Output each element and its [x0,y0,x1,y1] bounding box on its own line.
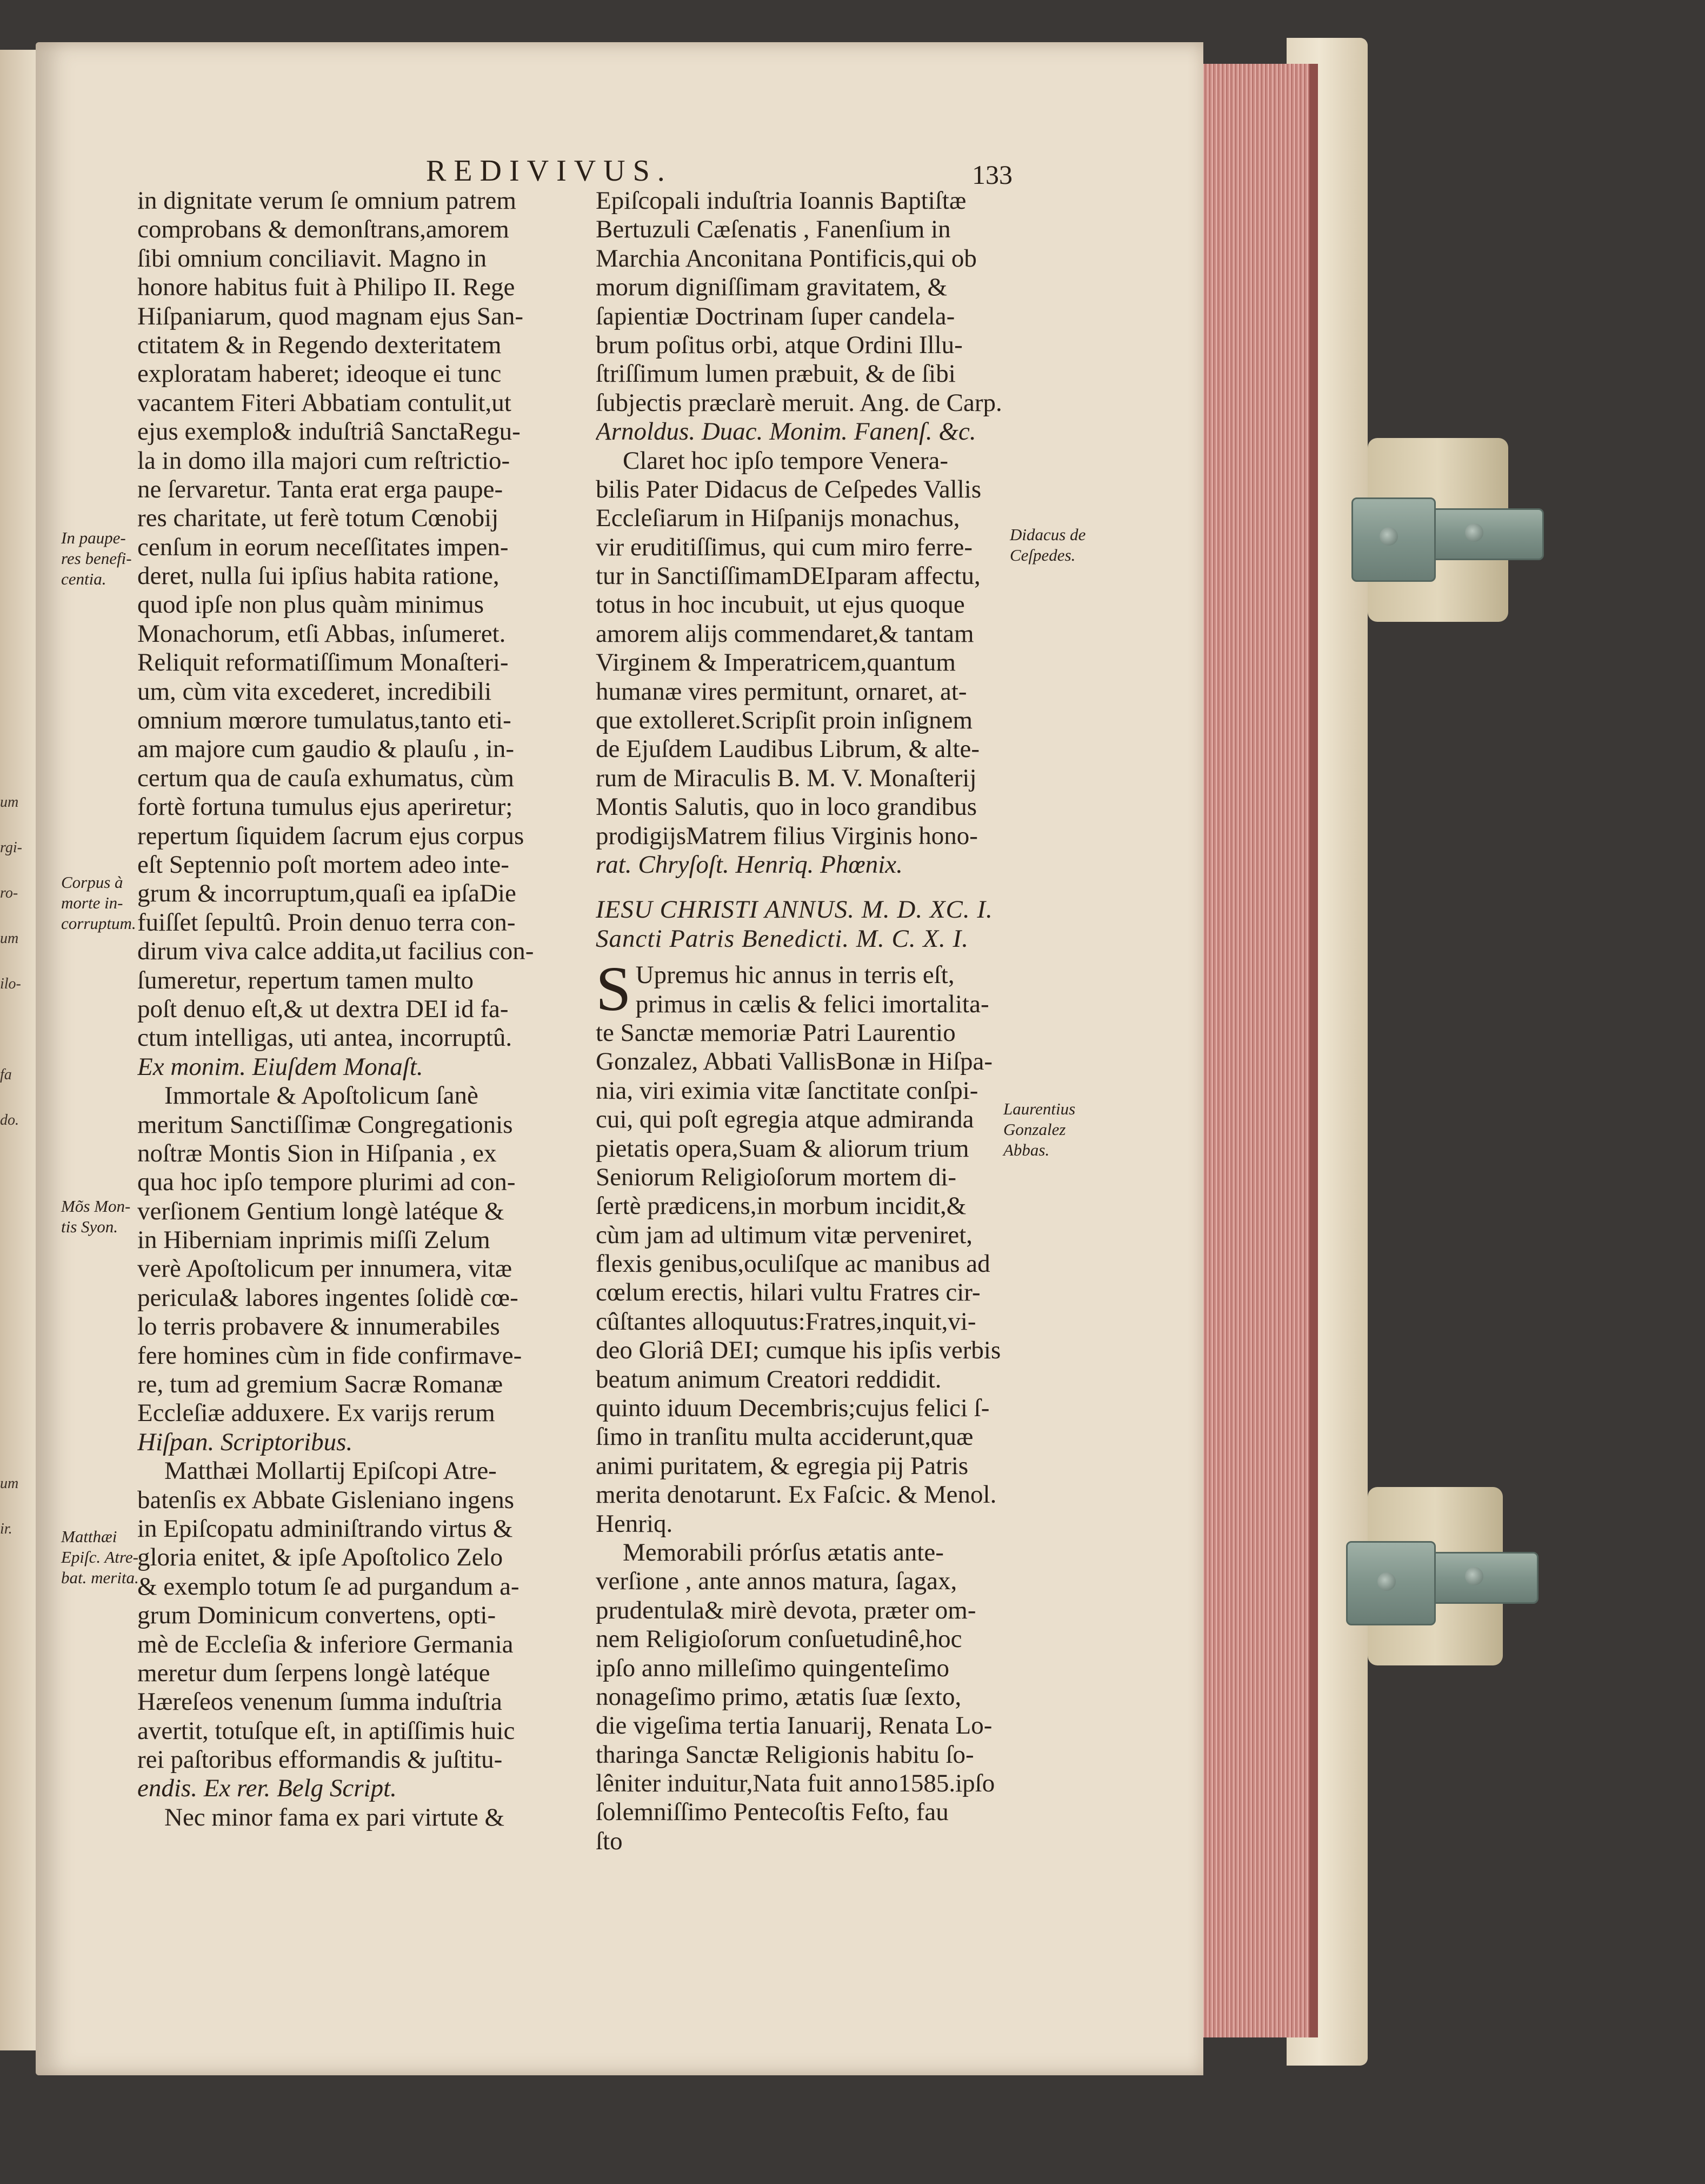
margin-note-laurentius: Laurentius Gonzalez Abbas. [1003,1099,1076,1159]
text-line: ſto [596,1827,623,1855]
text-line: de Ejuſdem Laudibus Librum, & alte- [596,735,980,764]
left-page-fragment [0,1416,36,1461]
text-line: omnium mœrore tumulatus,tanto eti- [137,706,511,735]
text-line: cûſtantes alloquutus:Fratres,inquit,vi- [596,1307,976,1336]
text-line: totus in hoc incubuit, ut ejus quoque [596,590,965,619]
text-line: qua hoc ipſo tempore plurimi ad con- [137,1168,516,1197]
left-text-column [137,187,597,1832]
text-line: ſapientiæ Doctrinam ſuper candela- [596,302,955,330]
margin-note-matthaei: Matthæi Epiſc. Atre- bat. merita. [61,1527,139,1587]
text-line: cenſum in eorum neceſſitates impen- [137,533,509,561]
text-line: Ex monim. Eiuſdem Monaſt. [137,1052,423,1081]
text-line: in dignitate verum ſe omnium patrem [137,187,516,215]
text-line: res charitate, ut ferè totum Cœnobij [137,504,499,533]
text-line: exploratam haberet; ideoque ei tunc [137,360,502,388]
margin-note-mons-sion: Mõs Mon- tis Syon. [61,1197,131,1236]
left-page-fragment: um [0,1475,19,1492]
left-page-fragment: do. [0,1112,19,1128]
text-line: Hæreſeos venenum ſumma induſtria [137,1688,502,1716]
text-line: tharinga Sanctæ Religionis habitu ſo- [596,1740,974,1769]
text-line: ſibi omnium conciliavit. Magno in [137,244,487,273]
text-line: prodigijsMatrem filius Virginis hono- [596,821,978,850]
text-line: quinto iduum Decembris;cujus felici ſ- [596,1394,990,1423]
text-line: fortè fortuna tumulus ejus aperiretur; [137,793,513,821]
text-line: Sancti Patris Benedicti. M. C. X. I. [596,924,969,953]
text-line: Immortale & Apoſtolicum ſanè [164,1081,478,1110]
text-line: cui, qui poſt egregia atque admiranda [596,1105,974,1134]
text-line: prudentula& mirè devota, præter om- [596,1596,976,1624]
text-line: bilis Pater Didacus de Ceſpedes Vallis [596,475,982,503]
text-line: Memorabili prórſus ætatis ante- [623,1538,944,1566]
left-page-fragment [0,1189,36,1234]
text-line: nonageſimo primo, ætatis ſuæ ſexto, [596,1682,962,1711]
text-line: amorem alijs commendaret,& tantam [596,619,974,648]
text-line: tur in SanctiſſimamDEIparam affectu, [596,562,981,590]
text-line: que extolleret.Scripſit proin inſignem [596,706,973,735]
text-line: quod ipſe non plus quàm minimus [137,590,484,619]
text-line: humanæ vires permitunt, ornaret, at- [596,677,967,706]
text-line: eſt Septennio poſt mortem adeo inte- [137,850,509,879]
text-line: ctitatem & in Regendo dexteritatem [137,330,502,359]
drop-cap: S [596,953,631,1025]
text-line: ctum intelligas, uti antea, incorruptû. [137,1024,512,1052]
right-text-column [596,187,1055,1856]
text-line: Hiſpan. Scriptoribus. [137,1428,353,1456]
margin-note-didacus: Didacus de Ceſpedes. [1010,525,1086,565]
text-line: endis. Ex rer. Belg Script. [137,1774,397,1803]
left-page-fragment: ro- [0,885,18,901]
text-line: Matthæi Mollartij Epiſcopi Atre- [164,1457,497,1485]
text-line: meretur dum ſerpens longè latéque [137,1658,490,1687]
text-line: mè de Eccleſia & inferiore Germania [137,1630,514,1658]
text-line: comprobans & demonſtrans,amorem [137,215,509,244]
text-line: Nec minor fama ex pari virtute & [164,1803,505,1831]
text-line: te Sanctæ memoriæ Patri Laurentio [596,1018,956,1047]
text-line: batenſis ex Abbate Gisleniano ingens [137,1485,515,1514]
text-line: morum digniſſimam gravitatem, & [596,273,948,302]
text-line: dirum viva calce addita,ut facilius con- [137,937,534,966]
text-line: fuiſſet ſepultû. Proin denuo terra con- [137,908,516,937]
text-line: Marchia Anconitana Pontificis,qui ob [596,244,977,273]
text-line: vacantem Fiteri Abbatiam contulit,ut [137,388,511,417]
text-line: animi puritatem, & egregia pij Patris [596,1451,969,1480]
text-line: rei paſtoribus efformandis & juſtitu- [137,1745,503,1774]
text-line: deo Gloriâ DEI; cumque his ipſis verbis [596,1336,1001,1365]
text-line: pericula& labores ingentes ſolidè cœ- [137,1283,518,1312]
left-page-fragment: um [0,794,19,811]
text-line: vir eruditiſſimus, qui cum miro ferre- [596,533,973,561]
text-line: noſtræ Montis Sion in Hiſpania , ex [137,1139,497,1167]
text-line: Epiſcopali induſtria Ioannis Baptiſtæ [596,187,967,215]
text-line: honore habitus fuit à Philipo II. Rege [137,273,515,302]
page-number: 133 [972,160,1013,190]
text-line: in Hiberniam inprimis miſſi Zelum [137,1226,490,1254]
left-page-fragment [0,1234,36,1279]
left-page-fragment [0,1325,36,1370]
text-line: Hiſpaniarum, quod magnam ejus San- [137,302,523,330]
left-page-fragment: ir. [0,1521,12,1537]
text-line: poſt denuo eſt,& ut dextra DEI id fa- [137,994,509,1023]
text-line: ejus exemplo& induſtriâ SanctaRegu- [137,417,521,446]
left-page-fragment [0,1143,36,1189]
text-line: Bertuzuli Cæſenatis , Fanenſium in [596,215,951,244]
text-line: IESU CHRISTI ANNUS. M. D. XC. I. [596,895,993,924]
text-line: in Epiſcopatu adminiſtrando virtus & [137,1514,513,1543]
text-line: Seniorum Religioſorum mortem di- [596,1163,957,1191]
text-line: primus in cælis & felici imortalita- [635,990,989,1018]
margin-note-in-pauperes: In paupe- res benefi- centia. [61,528,132,588]
text-line: rat. Chryſoſt. Henriq. Phœnix. [596,850,903,879]
text-line: grum Dominicum convertens, opti- [137,1601,496,1630]
text-line: re, tum ad gremium Sacræ Romanæ [137,1370,503,1399]
text-line: verè Apoſtolicum per innumera, vitæ [137,1254,512,1283]
left-page-fragment: rgi- [0,839,22,856]
text-line: Claret hoc ipſo tempore Venera- [623,446,949,475]
text-line: Arnoldus. Duac. Monim. Fanenſ. &c. [596,417,976,446]
left-page-fragment [0,1370,36,1416]
text-line: verſione , ante annos matura, ſagax, [596,1567,957,1596]
text-line: die vigeſima tertia Ianuarij, Renata Lo- [596,1711,993,1740]
text-line: Upremus hic annus in terris eſt, [635,961,955,990]
text-line: Eccleſiæ adduxere. Ex varijs rerum [137,1399,495,1428]
text-line: nem Religioſorum conſuetudinê,hoc [596,1625,962,1654]
text-line: Henriq. [596,1509,673,1538]
text-line: ſertè prædicens,in morbum incidit,& [596,1192,967,1220]
text-line: gloria enitet, & ipſe Apoſtolico Zelo [137,1543,503,1572]
text-line: lo terris probavere & innumerabiles [137,1312,500,1341]
text-line: ſubjectis præclarè meruit. Ang. de Carp. [596,388,1002,417]
text-line: Virginem & Imperatricem,quantum [596,648,956,677]
text-line: Monachorum, etſi Abbas, inſumeret. [137,619,506,648]
text-line: am majore cum gaudio & plauſu , in- [137,735,514,764]
text-line: Eccleſiarum in Hiſpanijs monachus, [596,504,960,533]
text-line: ſtriſſimum lumen præbuit, & de ſibi [596,360,956,388]
text-line: beatum animum Creatori reddidit. [596,1365,942,1393]
text-line: avertit, totuſque eſt, in aptiſſimis huic [137,1716,515,1745]
book-page [36,42,1203,2075]
left-page-fragment: um [0,930,19,947]
text-line: cùm jam ad ultimum vitæ perveniret, [596,1220,973,1249]
text-line: merita denotarunt. Ex Faſcic. & Menol. [596,1481,997,1509]
text-line: fere homines cùm in fide confirmave- [137,1341,522,1370]
text-line: brum poſitus orbi, atque Ordini Illu- [596,330,963,359]
text-line: um, cùm vita excederet, incredibili [137,677,492,706]
text-line: meritum Sanctiſſimæ Congregationis [137,1110,513,1139]
left-page-fragment [0,1279,36,1325]
text-line: nia, viri eximia vitæ ſanctitate conſpi- [596,1076,978,1105]
left-page-fragment: ilo- [0,975,21,992]
text-line: deret, nulla ſui ipſius habita ratione, [137,562,499,590]
text-line: repertum ſiquidem ſacrum ejus corpus [137,821,524,850]
text-line: Montis Salutis, quo in loco grandibus [596,793,977,821]
text-line: verſionem Gentium longè latéque & [137,1197,504,1225]
drop-cap-paragraph [596,953,1055,1025]
text-line: flexis genibus,oculiſque ac manibus ad [596,1250,990,1278]
left-page-fragment [0,1007,36,1052]
text-line: cœlum erectis, hilari vultu Fratres cir- [596,1278,981,1307]
margin-note-corpus: Corpus à morte in- corruptum. [61,873,136,933]
text-line: Reliquit reformatiſſimum Monaſteri- [137,648,509,677]
left-page-fragment: fa [0,1066,12,1083]
text-line: rum de Miraculis B. M. V. Monaſterij [596,764,977,792]
text-line: ſumeretur, repertum tamen multo [137,966,474,994]
text-line: ſolemniſſimo Pentecoſtis Feſto, fau [596,1798,949,1827]
text-line: la in domo illa majori cum reſtrictio- [137,446,510,475]
running-title: REDIVIVUS. [426,154,672,188]
text-line: lêniter induitur,Nata fuit anno1585.ipſo [596,1769,995,1798]
left-page-edge [0,50,36,2050]
text-line: ſimo in tranſitu multa acciderunt,quæ [596,1423,974,1451]
text-line: Gonzalez, Abbati VallisBonæ in Hiſpa- [596,1047,993,1076]
text-line: ne ſervaretur. Tanta erat erga paupe- [137,475,503,503]
text-line: pietatis opera,Suam & aliorum trium [596,1134,969,1163]
text-line: grum & incorruptum,quaſi ea ipſaDie [137,879,516,908]
bleed-through [1208,135,1316,892]
left-page-fragments [0,780,36,1552]
text-line: certum qua de cauſa exhumatus, cùm [137,764,514,792]
text-line: & exemplo totum ſe ad purgandum a- [137,1572,520,1601]
text-line: ipſo anno milleſimo quingenteſimo [596,1654,950,1682]
